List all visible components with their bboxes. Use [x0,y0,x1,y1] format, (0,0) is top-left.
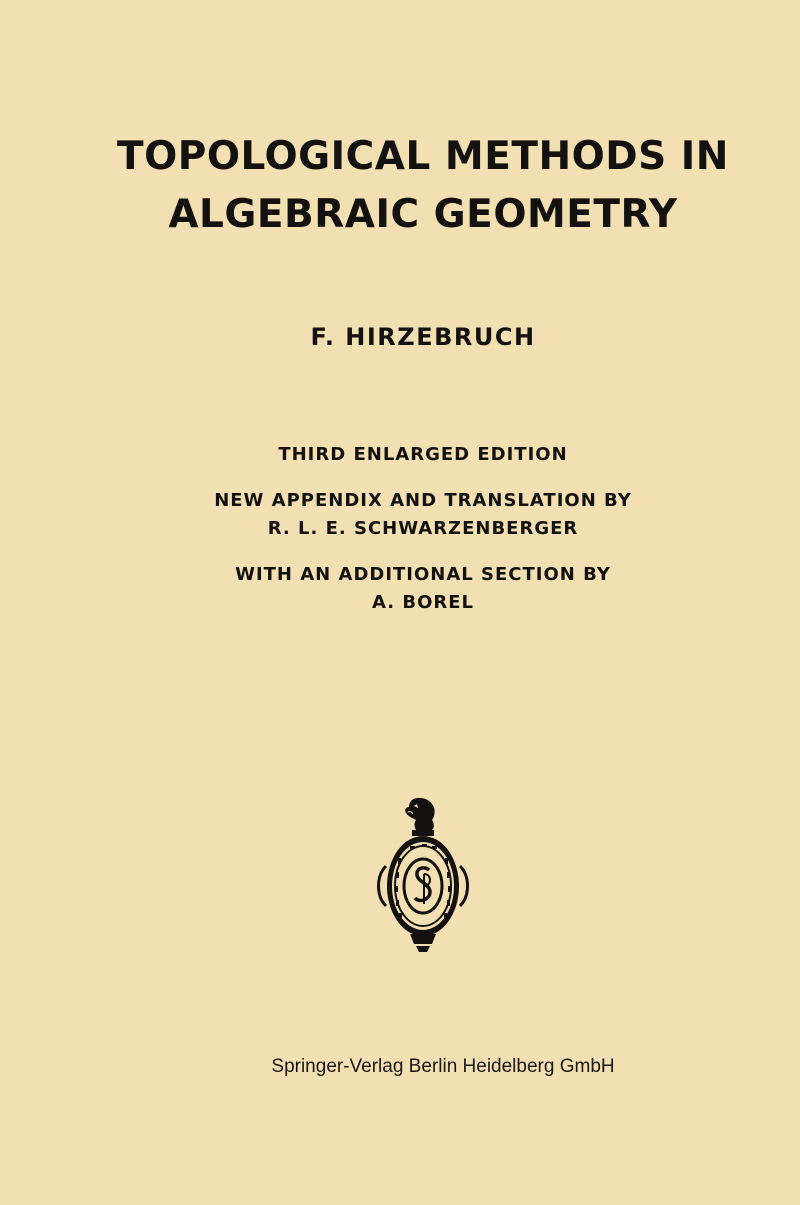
edition-label [0,444,800,465]
additional-section-credit [0,561,800,617]
appendix-line-2: R. L. E. SCHWARZENBERGER [267,518,579,539]
additional-line-2: A. BOREL [371,592,475,613]
book-title [0,128,800,244]
appendix-line-1: NEW APPENDIX AND TRANSLATION BY [214,490,632,511]
additional-line-1: WITH AN ADDITIONAL SECTION BY [235,564,611,585]
edition-text: THIRD ENLARGED EDITION [278,444,568,465]
title-line-2: ALGEBRAIC GEOMETRY [168,192,678,237]
publisher-name: Springer-Verlag Berlin Heidelberg GmbH [271,1056,615,1077]
author-name: F. HIRZEBRUCH [310,323,536,351]
translator-credit [0,487,800,543]
springer-knight-emblem-icon [372,796,472,956]
title-line-1: TOPOLOGICAL METHODS IN [117,134,729,179]
